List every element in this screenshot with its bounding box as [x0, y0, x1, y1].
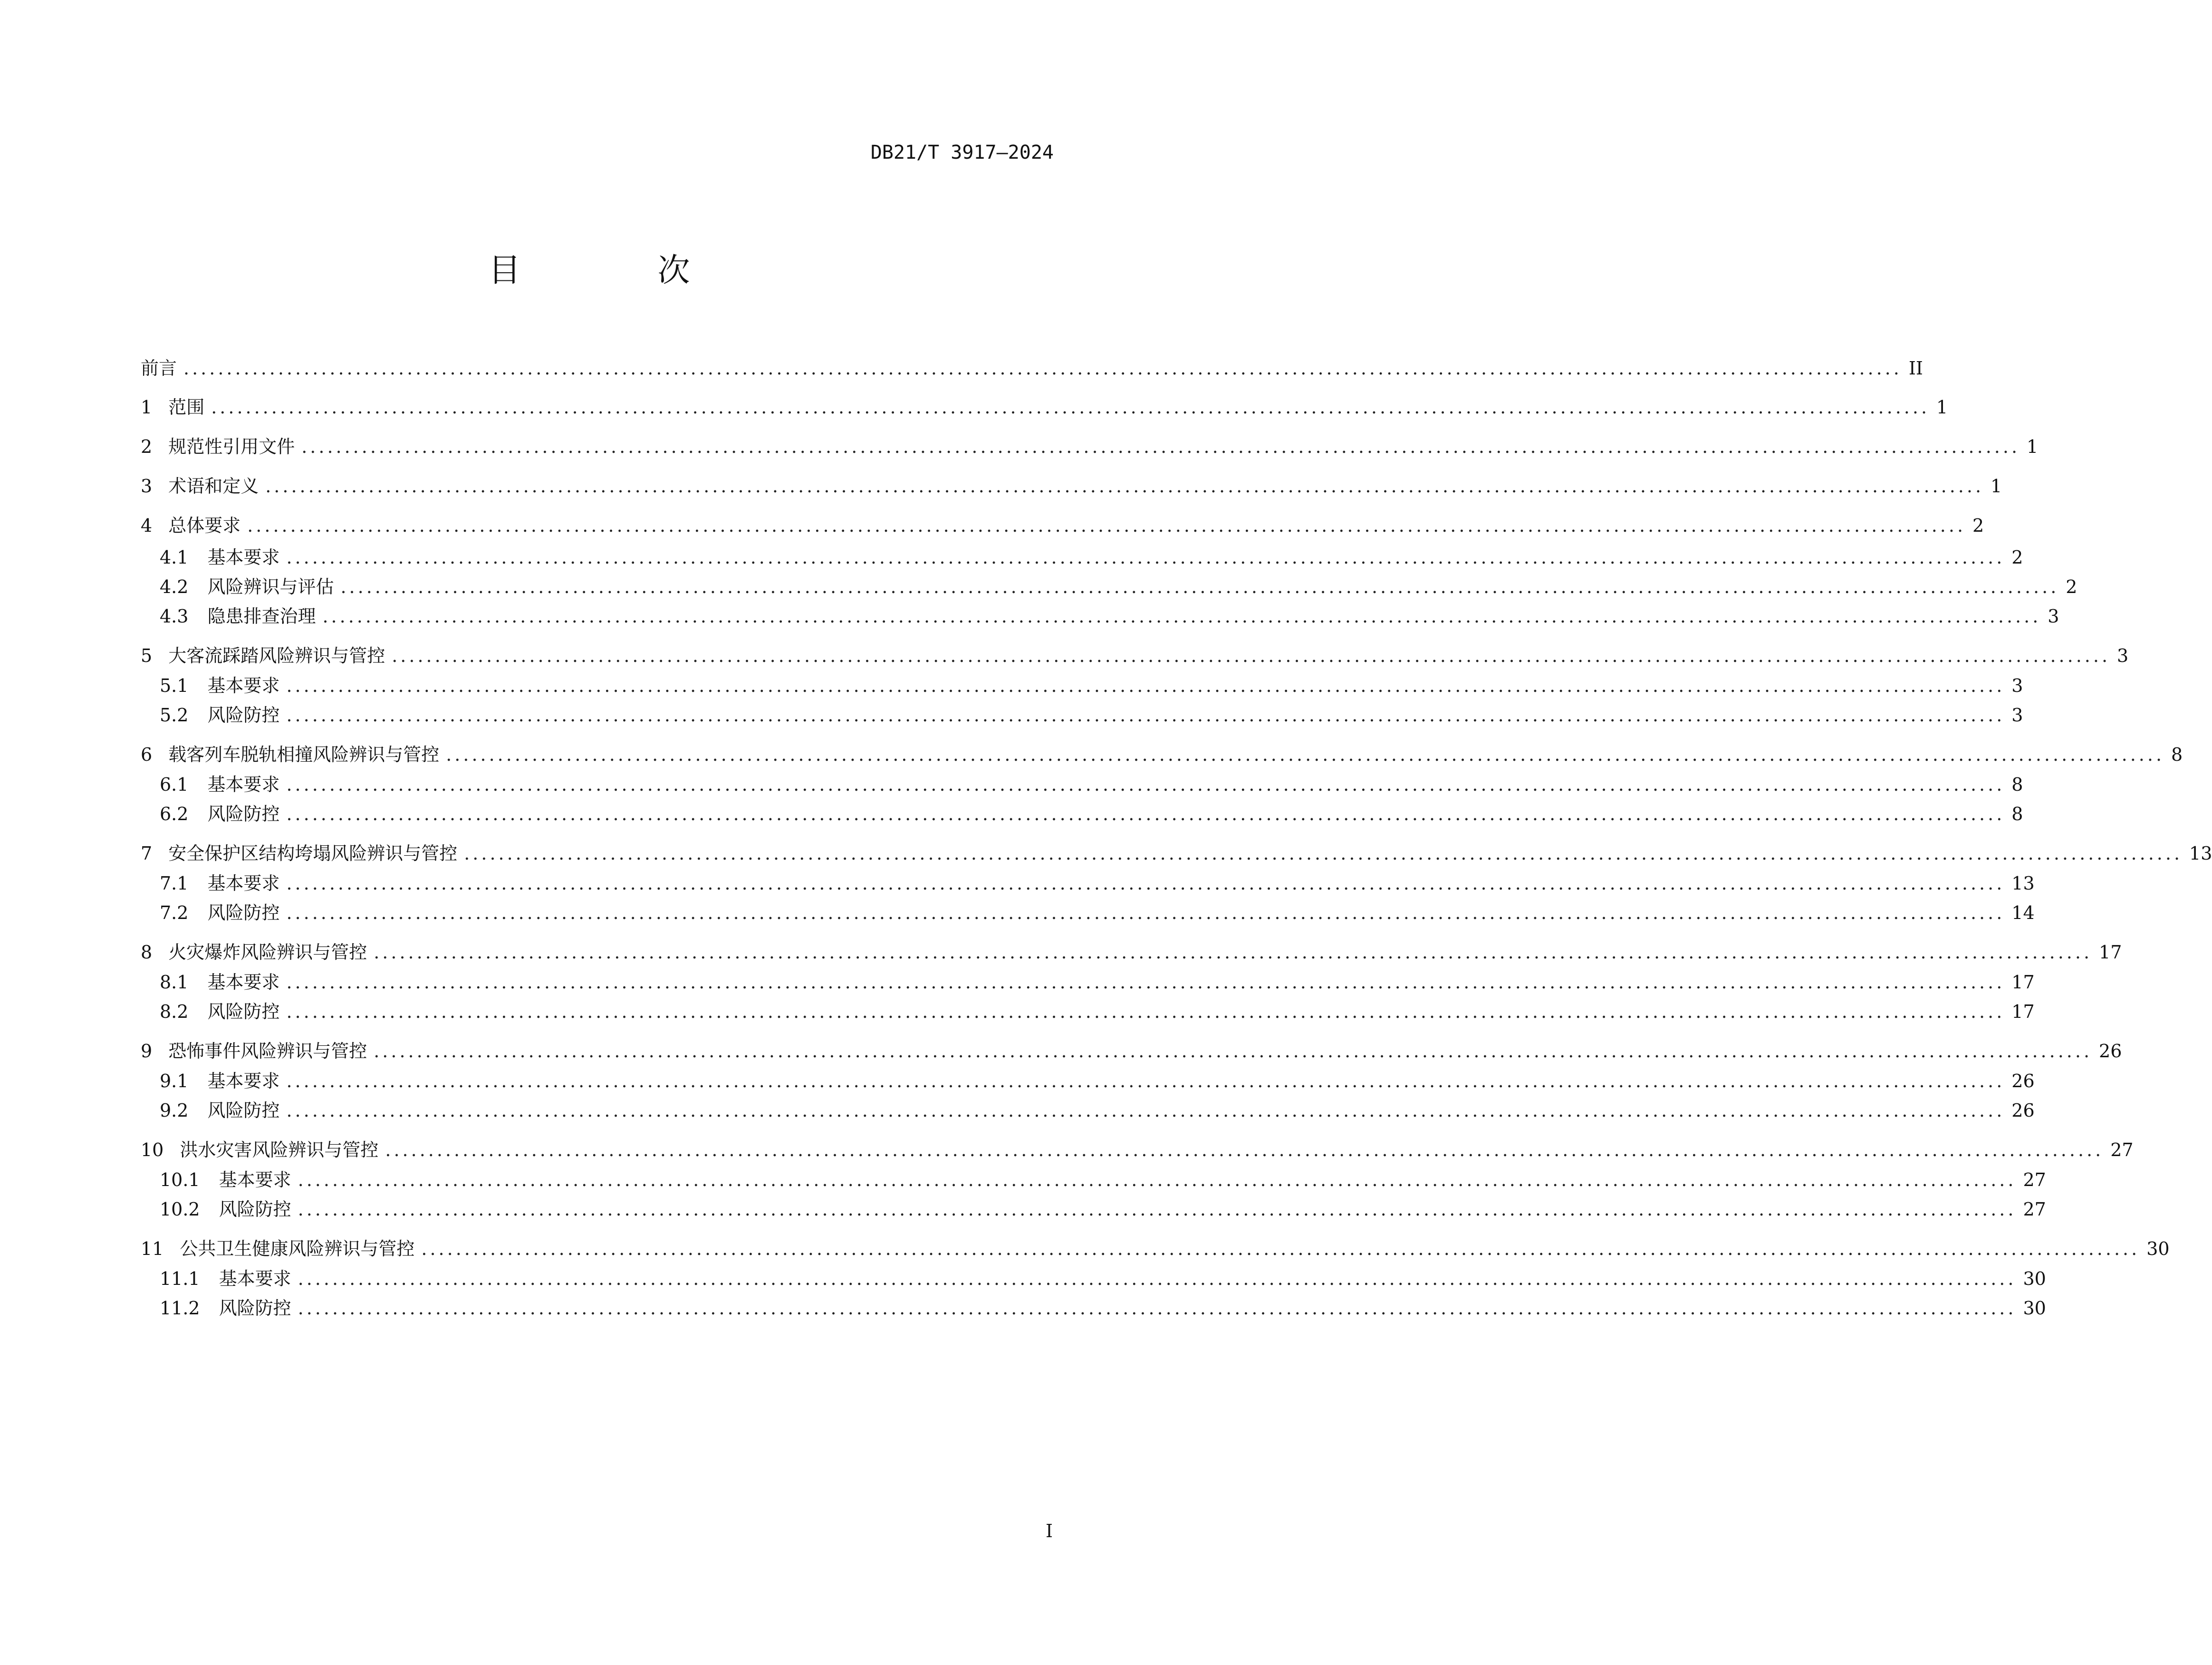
toc-leader-dots: ........................................................................................................................................................................................................ — [286, 972, 2005, 993]
toc-entry[interactable] — [141, 354, 1923, 383]
toc-entry[interactable] — [141, 511, 1984, 540]
toc-entry-number: 6.2 — [160, 804, 189, 824]
toc-entry-number: 5 — [141, 645, 153, 666]
toc-leader-dots: ........................................................................................................................................................................................................ — [446, 744, 2165, 765]
toc-entry-label: 风险防控 — [219, 1199, 291, 1220]
toc-entry-label: 基本要求 — [219, 1169, 291, 1190]
toc-leader-dots: ........................................................................................................................................................................................................ — [374, 942, 2093, 963]
toc-entry-page: 30 — [2023, 1298, 2046, 1319]
toc-entry-label: 洪水灾害风险辨识与管控 — [180, 1139, 379, 1160]
toc-entry-number: 4 — [141, 515, 153, 536]
toc-leader-dots: ........................................................................................................................................................................................................ — [385, 1139, 2104, 1160]
toc-entry-label: 恐怖事件风险辨识与管控 — [168, 1041, 367, 1062]
toc-entry-number: 10.2 — [160, 1199, 200, 1220]
toc-leader-dots: ........................................................................................................................................................................................................ — [286, 705, 2005, 726]
toc-entry-number: 10 — [141, 1139, 164, 1160]
toc-entry-page: 17 — [2011, 972, 2035, 993]
toc-entry[interactable] — [141, 1067, 2035, 1095]
toc-leader-dots: ........................................................................................................................................................................................................ — [286, 1071, 2005, 1091]
toc-entry-number: 5.1 — [160, 675, 189, 696]
toc-entry[interactable] — [141, 800, 2023, 828]
toc-entry-label: 基本要求 — [207, 972, 280, 993]
toc-entry-number: 11 — [141, 1238, 164, 1259]
toc-leader-dots: ........................................................................................................................................................................................................ — [374, 1041, 2093, 1062]
toc-leader-dots: ........................................................................................................................................................................................................ — [421, 1238, 2140, 1259]
toc-entry[interactable] — [141, 602, 2059, 631]
toc-entry-page: 3 — [2011, 675, 2023, 696]
toc-leader-dots: ........................................................................................................................................................................................................ — [392, 645, 2111, 666]
toc-entry-page: 8 — [2011, 774, 2023, 795]
toc-entry-page: II — [1908, 358, 1923, 379]
toc-entry-number: 9 — [141, 1041, 153, 1062]
toc-entry[interactable] — [141, 432, 2039, 461]
toc-leader-dots: ........................................................................................................................................................................................................ — [286, 675, 2005, 696]
toc-entry[interactable] — [141, 997, 2035, 1026]
toc-entry-page: 3 — [2011, 705, 2023, 726]
toc-entry-label: 规范性引用文件 — [168, 436, 295, 457]
toc-entry[interactable] — [141, 1096, 2035, 1125]
toc-entry-number: 11.2 — [160, 1298, 200, 1319]
toc-entry-label: 载客列车脱轨相撞风险辨识与管控 — [168, 744, 440, 765]
toc-entry-number: 5.2 — [160, 705, 189, 726]
toc-entry[interactable] — [141, 1234, 2170, 1263]
toc-entry[interactable] — [141, 543, 2023, 572]
toc-entry[interactable] — [141, 839, 2212, 868]
toc-leader-dots: ........................................................................................................................................................................................................ — [286, 774, 2005, 795]
toc-leader-dots: ........................................................................................................................................................................................................ — [286, 902, 2005, 923]
toc-entry-label: 大客流踩踏风险辨识与管控 — [168, 645, 385, 666]
toc-entry-number: 1 — [141, 397, 153, 418]
toc-entry-label: 前言 — [141, 358, 177, 379]
toc-entry-label: 范围 — [168, 397, 205, 418]
toc-entry-label: 火灾爆炸风险辨识与管控 — [168, 942, 367, 963]
toc-entry-label: 风险辨识与评估 — [207, 576, 334, 597]
toc-entry-page: 14 — [2011, 902, 2035, 923]
toc-entry-page: 1 — [1936, 397, 1948, 418]
toc-entry-label: 基本要求 — [207, 675, 280, 696]
toc-entry[interactable] — [141, 968, 2035, 996]
toc-entry-page: 3 — [2117, 645, 2129, 666]
toc-leader-dots: ........................................................................................................................................................................................................ — [286, 804, 2005, 824]
toc-entry[interactable] — [141, 1166, 2046, 1194]
toc-leader-dots: ........................................................................................................................................................................................................ — [211, 397, 1930, 418]
toc-entry[interactable] — [141, 869, 2035, 898]
toc-entry[interactable] — [141, 1037, 2122, 1065]
toc-entry-label: 基本要求 — [207, 547, 280, 568]
toc-entry-page: 2 — [1972, 515, 1984, 536]
toc-entry-page: 27 — [2023, 1169, 2046, 1190]
toc-leader-dots: ........................................................................................................................................................................................................ — [322, 606, 2041, 627]
toc-entry-number: 4.3 — [160, 606, 189, 627]
toc-leader-dots: ........................................................................................................................................................................................................ — [298, 1268, 2017, 1289]
toc-entry-number: 10.1 — [160, 1169, 200, 1190]
toc-leader-dots: ........................................................................................................................................................................................................ — [464, 843, 2183, 864]
toc-entry-page: 1 — [2027, 436, 2039, 457]
toc-entry-number: 8 — [141, 942, 153, 963]
toc-entry[interactable] — [141, 770, 2023, 799]
toc-leader-dots: ........................................................................................................................................................................................................ — [286, 1001, 2005, 1022]
toc-entry[interactable] — [141, 573, 2077, 601]
page-title: 目 次 — [488, 252, 742, 289]
toc-leader-dots: ........................................................................................................................................................................................................ — [286, 547, 2005, 568]
standard-code: DB21/T 3917—2024 — [870, 142, 1054, 163]
page-number: I — [1045, 1521, 1053, 1541]
toc-entry-label: 基本要求 — [207, 873, 280, 894]
toc-entry-number: 4.2 — [160, 576, 189, 597]
toc-entry[interactable] — [141, 472, 2002, 500]
toc-entry[interactable] — [141, 1195, 2046, 1224]
toc-entry-number: 4.1 — [160, 547, 189, 568]
toc-entry-page: 30 — [2146, 1238, 2170, 1259]
toc-entry-number: 9.1 — [160, 1071, 189, 1091]
toc-entry-number: 6 — [141, 744, 153, 765]
toc-leader-dots: ........................................................................................................................................................................................................ — [298, 1199, 2017, 1220]
toc-leader-dots: ........................................................................................................................................................................................................ — [286, 1100, 2005, 1121]
toc-entry-page: 27 — [2023, 1199, 2046, 1220]
toc-entry-number: 7.2 — [160, 902, 189, 923]
toc-entry-page: 26 — [2011, 1071, 2035, 1091]
toc-entry-number: 8.1 — [160, 972, 189, 993]
toc-entry-label: 基本要求 — [207, 774, 280, 795]
toc-entry-number: 6.1 — [160, 774, 189, 795]
toc-entry-label: 隐患排查治理 — [207, 606, 316, 627]
toc-entry-page: 17 — [2011, 1001, 2035, 1022]
toc-entry[interactable] — [141, 701, 2023, 729]
toc-entry-label: 总体要求 — [168, 515, 241, 536]
toc-entry-number: 7 — [141, 843, 153, 864]
toc-entry[interactable] — [141, 1136, 2134, 1164]
toc-entry-label: 安全保护区结构垮塌风险辨识与管控 — [168, 843, 458, 864]
toc-entry-number: 9.2 — [160, 1100, 189, 1121]
toc-entry-label: 基本要求 — [219, 1268, 291, 1289]
toc-entry[interactable] — [141, 899, 2035, 927]
toc-entry-page: 17 — [2099, 942, 2122, 963]
toc-entry-number: 7.1 — [160, 873, 189, 894]
toc-leader-dots: ........................................................................................................................................................................................................ — [340, 576, 2059, 597]
toc-entry-page: 3 — [2048, 606, 2059, 627]
toc-entry-page: 27 — [2110, 1139, 2134, 1160]
toc-entry[interactable] — [141, 938, 2122, 966]
toc-entry-page: 8 — [2011, 804, 2023, 824]
toc-entry-page: 13 — [2011, 873, 2035, 894]
toc-entry-label: 风险防控 — [207, 902, 280, 923]
toc-leader-dots: ........................................................................................................................................................................................................ — [286, 873, 2005, 894]
toc-entry-label: 风险防控 — [207, 705, 280, 726]
toc-entry-label: 风险防控 — [207, 1001, 280, 1022]
toc-leader-dots: ........................................................................................................................................................................................................ — [298, 1298, 2017, 1319]
toc-leader-dots: ........................................................................................................................................................................................................ — [301, 436, 2020, 457]
toc-entry-page: 13 — [2189, 843, 2212, 864]
toc-entry-label: 风险防控 — [219, 1298, 291, 1319]
toc-entry-page: 26 — [2011, 1100, 2035, 1121]
toc-entry-number: 3 — [141, 476, 153, 497]
toc-leader-dots: ........................................................................................................................................................................................................ — [247, 515, 1966, 536]
toc-entry-page: 1 — [1991, 476, 2002, 497]
toc-entry-label: 公共卫生健康风险辨识与管控 — [180, 1238, 415, 1259]
toc-entry-page: 26 — [2099, 1041, 2122, 1062]
toc-entry[interactable] — [141, 641, 2129, 670]
toc-entry[interactable] — [141, 1264, 2046, 1293]
toc-entry-label: 术语和定义 — [168, 476, 259, 497]
toc-entry[interactable] — [141, 740, 2183, 769]
toc-entry-page: 2 — [2011, 547, 2023, 568]
toc-entry[interactable] — [141, 393, 1948, 421]
toc-entry-page: 8 — [2171, 744, 2183, 765]
toc-entry[interactable] — [141, 671, 2023, 700]
toc-entry-label: 风险防控 — [207, 804, 280, 824]
toc-entry[interactable] — [141, 1294, 2046, 1322]
toc-entry-page: 2 — [2066, 576, 2077, 597]
toc-leader-dots: ........................................................................................................................................................................................................ — [265, 476, 1984, 497]
toc-entry-page: 30 — [2023, 1268, 2046, 1289]
toc-entry-number: 2 — [141, 436, 153, 457]
toc-entry-label: 风险防控 — [207, 1100, 280, 1121]
toc-entry-number: 8.2 — [160, 1001, 189, 1022]
toc-entry-label: 基本要求 — [207, 1071, 280, 1091]
toc-leader-dots: ........................................................................................................................................................................................................ — [183, 358, 1902, 379]
toc-leader-dots: ........................................................................................................................................................................................................ — [298, 1169, 2017, 1190]
toc-entry-number: 11.1 — [160, 1268, 200, 1289]
